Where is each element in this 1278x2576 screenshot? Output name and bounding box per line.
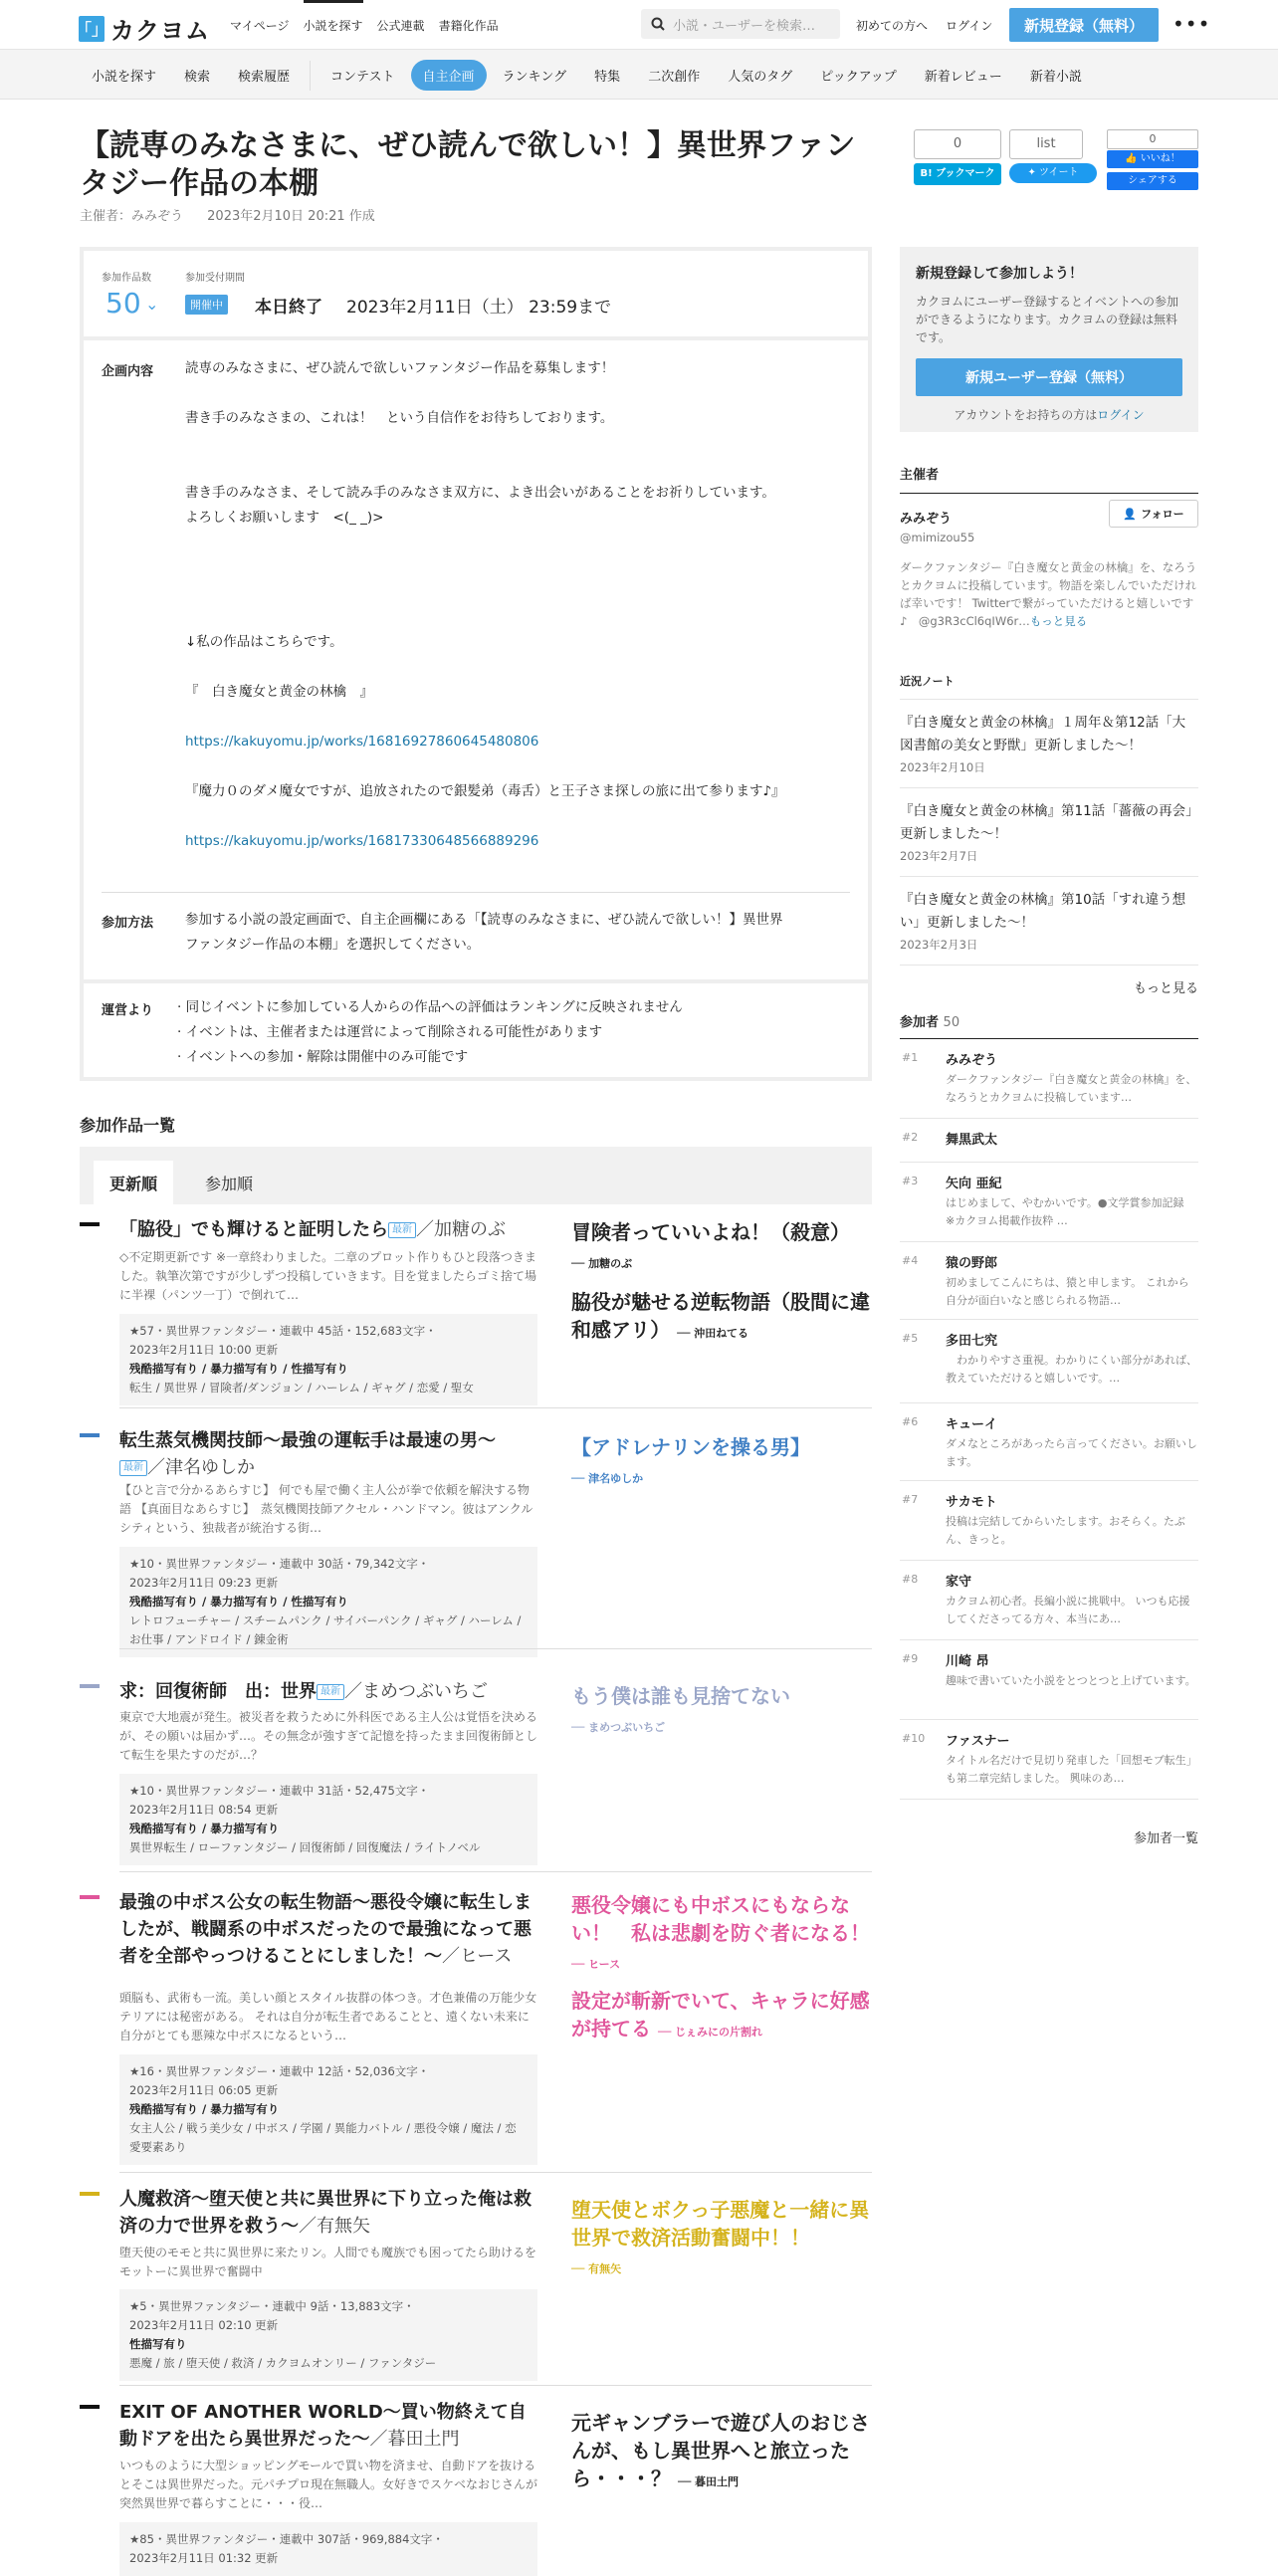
signup-login-link[interactable]: ログイン [1097, 408, 1145, 422]
content-line: よろしくお願いします <(_ _)> [185, 510, 384, 526]
tweet-widget[interactable] [1009, 129, 1097, 183]
participant-item[interactable]: #5 多田七究 わかりやすさ重視。わかりにくい部分があれば、教えていただけると嬉しいです。… [900, 1320, 1198, 1403]
works-tabs [80, 1147, 872, 1204]
signup-title: 新規登録して参加しよう！ [916, 266, 1083, 282]
work-tags[interactable]: レトロフューチャー / スチームパンク / サイバーパンク / ギャグ / ハーレム / お仕事 / アンドロイド / 錬金術 [129, 1613, 522, 1646]
event-stats [84, 251, 868, 340]
hatena-bookmark[interactable] [914, 129, 1001, 185]
sub-nav [0, 50, 1278, 100]
follow-label: フォロー [1141, 508, 1184, 521]
catch-author: ── 津名ゆしか [571, 1472, 644, 1485]
rules-list [177, 995, 683, 1070]
work-meta [119, 1314, 537, 1405]
participant-item[interactable]: #4 猿の野郎 初めましてこんにちは、猿と申します。 これから自分が面白いなと感じられる物語… [900, 1242, 1198, 1320]
notes-section [900, 673, 1198, 996]
work-warnings: 残酷描写有り / 暴力描写有り / 性描写有り [129, 1595, 348, 1609]
divider [102, 892, 850, 893]
signup-button[interactable]: 新規ユーザー登録（無料） [916, 358, 1182, 396]
section-divider [84, 979, 868, 983]
host-bio: ダークファンタジー『白き魔女と黄金の林檎』を、なろうとカクヨムに投稿しています。物語を楽しんでいただければ幸いです！ Twitterで繋がっていただけると嬉しいです♪ @g3R3cCl6qIW6r…もっと見る [900, 560, 1197, 628]
method-label: 参加方法 [102, 916, 154, 931]
signup-text: カクヨムにユーザー登録するとイベントへの参加ができるようになります。カクヨムの登録は無料です。 [916, 295, 1179, 344]
work-title[interactable]: EXIT OF ANOTHER WORLD～買い物終えて自動ドアを出たら異世界だった～／暮田土門 [119, 2402, 527, 2450]
list-box: list [1009, 129, 1083, 159]
follow-button[interactable] [1109, 500, 1198, 528]
subnav-popular-tags[interactable]: 人気のタグ [728, 70, 793, 85]
work-updated: 2023年2月11日 01:32 更新 [129, 2551, 279, 2565]
fb-share-button[interactable]: シェアする [1107, 172, 1198, 190]
work-updated: 2023年2月11日 06:05 更新 [129, 2083, 279, 2097]
like-count: 0 [1107, 129, 1198, 149]
nav-official-serial[interactable]: 公式連載 [376, 19, 425, 33]
signup-panel [900, 247, 1198, 432]
review-author: ── 沖田ねてる [677, 1327, 748, 1340]
participants-heading: 参加者 50 [900, 1011, 1198, 1039]
participant-item[interactable]: #10 ファスナー タイトル名だけで見切り発車した「回想モブ転生」も第二章完結しました。 興味のあ… [900, 1720, 1198, 1800]
work-tags[interactable]: 異世界転生 / ローファンタジー / 回復術師 / 回復魔法 / ライトノベル [129, 1840, 481, 1854]
work-description: 堕天使のモモと共に異世界に来たリン。人間でも魔族でも困ってたら助けるをモットーに異世界で奮闘中 [119, 2246, 537, 2278]
work-color-bar [80, 1895, 100, 1899]
divider [119, 2172, 872, 2173]
count-label: 参加作品数 [102, 273, 151, 284]
work-item [80, 2186, 872, 2375]
work-link[interactable]: https://kakuyomu.jp/works/16816927860645480806 [185, 734, 539, 750]
work-title[interactable]: 「脇役」でも輝けると証明したら 最新 ／加糖のぶ [119, 1219, 506, 1240]
search-icon [651, 17, 665, 31]
participant-item[interactable]: #6 キューイ ダメなところがあったら言ってください。お願いします。 [900, 1403, 1198, 1481]
work-item [80, 2399, 872, 2565]
content-line: 『魔力０のダメ魔女ですが、追放されたので銀髪弟（毒舌）と王子さま探しの旅に出て参ります♪』 [185, 783, 785, 799]
work-title[interactable]: 転生蒸気機関技師～最強の運転手は最速の男～ 最新 ／津名ゆしか [119, 1430, 496, 1478]
catch-author: ── 暮田土門 [677, 2475, 740, 2488]
work-updated: 2023年2月11日 10:00 更新 [129, 1343, 279, 1357]
content-line: 書き手のみなさまの、これは！ という自信作をお待ちしております。 [185, 410, 614, 426]
created-date: 2023年2月10日 20:21 作成 [207, 209, 375, 224]
tweet-label: ツイート [1039, 167, 1079, 178]
participant-item[interactable]: #9 川崎 昂 趣味で書いていた小説をとつとつと上げています。 [900, 1640, 1198, 1720]
note-date: 2023年2月3日 [900, 938, 978, 952]
divider [119, 2385, 872, 2386]
logo[interactable] [76, 11, 210, 46]
rules-label: 運営より [102, 1003, 154, 1018]
subnav-features[interactable]: 特集 [594, 70, 621, 85]
work-item [80, 1889, 872, 2154]
work-description: いつものように大型ショッピングモールで買い物を済ませ、自動ドアを抜けるとそこは異世界だった。元パチプロ現在無職人。女好きでスケベなおじさんが突然異世界で暮らすことに・・・役… [119, 2459, 538, 2510]
work-warnings: 残酷描写有り / 暴力描写有り [129, 2102, 280, 2116]
bird-icon: ✦ [1027, 167, 1040, 178]
count-value[interactable]: 50 [106, 287, 141, 320]
work-color-bar [80, 1433, 100, 1437]
catch-author: ── 有無矢 [571, 2262, 622, 2275]
note-date: 2023年2月7日 [900, 849, 978, 863]
all-participants-link[interactable]: 参加者一覧 [1133, 1831, 1198, 1846]
work-meta [119, 1774, 537, 1865]
rule-item: · イベントへの参加・解除は開催中のみ可能です [177, 1049, 469, 1065]
work-catchphrase: 悪役令嬢にも中ボスにもならない！ 私は悲劇を防ぐ者になる！ ── ヒース [571, 1893, 870, 1971]
divider [119, 1871, 872, 1872]
participant-item[interactable]: #1 みみぞう ダークファンタジー『白き魔女と黄金の林檎』を、なろうとカクヨムに投稿しています… [900, 1039, 1198, 1119]
work-stats: ★85・異世界ファンタジー・連載中 307話・969,884文字・ [129, 2532, 444, 2546]
work-description: ◇不定期更新です ※一章終わりました。二章のプロット作りもひと段落つきました。執筆次第ですが少しずつ投稿していきます。目を覚ましたらゴミ捨て場に半裸（パンツ一丁）で倒れて… [119, 1250, 537, 1302]
work-item [80, 1216, 872, 1397]
participant-item[interactable]: #2 舞黒武太 [900, 1119, 1198, 1163]
work-title[interactable]: 最強の中ボス公女の転生物語～悪役令嬢に転生しましたが、戦闘系の中ボスだったので最強になって悪者を全部やっつけることにしました！～／ヒース [119, 1892, 532, 1967]
note-title: 『白き魔女と黄金の林檎』１周年＆第12話「大図書館の美女と野獣」更新しました～！ [900, 715, 1186, 753]
work-tags[interactable]: 女主人公 / 戦う美少女 / 中ボス / 学園 / 異能力バトル / 悪役令嬢 / 魔法 / 恋愛要素あり [129, 2121, 517, 2154]
work-updated: 2023年2月11日 09:23 更新 [129, 1576, 279, 1590]
work-title[interactable]: 求：回復術師 出：世界 最新 ／まめつぶいちご [119, 1681, 488, 1702]
host-id: @mimizou55 [900, 531, 975, 544]
participant-item[interactable]: #7 サカモト 投稿は完結してからいたします。おそらく。たぶん、きっと。 [900, 1481, 1198, 1561]
content-line: 『 白き魔女と黄金の林檎 』 [185, 684, 373, 700]
search-box[interactable] [641, 9, 840, 39]
bio-more-link[interactable]: もっと見る [1029, 614, 1088, 628]
signup-login-text: アカウントをお持ちの方はログイン [954, 408, 1145, 422]
page-meta [80, 205, 375, 224]
work-tags[interactable]: 悪魔 / 旅 / 堕天使 / 救済 / カクヨムオンリー / ファンタジー [129, 2356, 437, 2370]
content-line: 読専のみなさまに、ぜひ読んで欲しいファンタジー作品を募集します！ [185, 360, 615, 376]
work-color-bar [80, 1222, 100, 1226]
host-label[interactable]: 主催者：みみぞう [80, 209, 184, 224]
work-meta [119, 1547, 537, 1657]
tweet-button[interactable] [1009, 163, 1097, 183]
add-user-icon: 👤 [1123, 507, 1138, 521]
notes-heading: 近況ノート [900, 673, 1198, 700]
participants-count: 50 [943, 1015, 960, 1030]
content-line: ↓私の作品はこちらです。 [185, 634, 343, 650]
work-warnings: 残酷描写有り / 暴力描写有り / 性描写有り [129, 1362, 348, 1376]
global-nav [230, 17, 499, 44]
note-title: 『白き魔女と黄金の林檎』第10話「すれ違う想い」更新しました～！ [900, 892, 1186, 931]
work-tags[interactable]: 転生 / 異世界 / 冒険者/ダンジョン / ハーレム / ギャグ / 恋愛 / 聖女 [129, 1381, 474, 1395]
work-meta [119, 2522, 537, 2576]
subnav-pickup[interactable]: ピックアップ [820, 70, 897, 85]
participant-item[interactable]: #3 矢向 亜紀 はじめまして、やむかいです。●文学賞参加記録 ※カクヨム掲載作抜粋 … [900, 1163, 1198, 1242]
nav-mypage[interactable]: マイページ [230, 19, 290, 33]
work-meta [119, 2289, 537, 2381]
work-link[interactable]: https://kakuyomu.jp/works/16817330648566889296 [185, 833, 539, 849]
logo-text: カクヨム [110, 17, 210, 45]
notes-more-link[interactable]: もっと見る [1133, 981, 1198, 996]
catch-author: ── 加糖のぶ [571, 1257, 633, 1270]
subnav-user-events[interactable]: 自主企画 [411, 60, 487, 91]
global-header [0, 0, 1278, 50]
divider [119, 1407, 872, 1408]
method-line: 参加する小説の設定画面で、自主企画欄にある「【読専のみなさまに、ぜひ読んで欲しい！】異世界 [185, 912, 783, 928]
divider [119, 1648, 872, 1649]
nav-published-works[interactable]: 書籍化作品 [438, 19, 499, 33]
logo-mark: 「」 [79, 16, 105, 42]
like-label: いいね！ [1140, 153, 1180, 164]
subnav-fanfic[interactable]: 二次創作 [648, 70, 701, 85]
bookmark-button[interactable]: B! ブックマーク [914, 163, 1001, 185]
login-link[interactable]: ログイン [946, 19, 993, 33]
first-time-link[interactable]: 初めての方へ [856, 19, 929, 33]
search-placeholder: 小説・ユーザーを検索… [673, 18, 816, 34]
work-color-bar [80, 1684, 100, 1688]
work-color-bar [80, 2405, 100, 2409]
subnav-find[interactable]: 小説を探す [92, 70, 157, 85]
chevron-down-icon[interactable]: ⌄ [145, 295, 159, 314]
work-description: 頭脳も、武術も一流。美しい顔とスタイル抜群の体つき。才色兼備の万能少女テリアには秘密がある。 それは自分が転生者であることと、遠くない未来に自分がとても悪辣な中ボスになるという… [119, 1991, 537, 2042]
subnav-new-reviews[interactable]: 新着レビュー [924, 70, 1002, 85]
work-description: 【ひと言で分かるあらすじ】 何でも屋で働く主人公が拳で依頼を解決する物語 【真面目なあらすじ】 蒸気機関技師アクセル・ハンドマン。彼はアンクルシティという、独裁者が統治する街… [119, 1483, 533, 1535]
tab-updated[interactable]: 更新順 [94, 1161, 173, 1204]
subnav-history[interactable]: 検索履歴 [238, 70, 291, 85]
rule-item: · 同じイベントに参加している人からの作品への評価はランキングに反映されません [177, 999, 683, 1015]
thumbs-up-icon: 👍 [1125, 153, 1141, 164]
work-title[interactable]: 人魔救済～堕天使と共に異世界に下り立った俺は救済の力で世界を救う～／有無矢 [119, 2189, 532, 2237]
work-catchphrase: 冒険者っていいよね！（殺意） ── 加糖のぶ [571, 1220, 850, 1270]
review-author: ── じぇみにの片割れ [657, 2026, 763, 2039]
more-menu-icon[interactable]: ••• [1172, 12, 1211, 36]
catch-author: ── まめつぶいちご [571, 1721, 666, 1734]
work-catchphrase: 堕天使とボクっ子悪魔と一緒に異世界で救済活動奮闘中！！ ── 有無矢 [571, 2198, 870, 2275]
content-body [185, 356, 842, 854]
work-catchphrase: 【アドレナリンを操る男】 ── 津名ゆしか [571, 1435, 810, 1485]
work-warnings: 残酷描写有り / 暴力描写有り [129, 1822, 280, 1835]
period-label: 参加受付期間 [185, 273, 245, 284]
work-updated: 2023年2月11日 02:10 更新 [129, 2318, 279, 2332]
ends-at: 2023年2月11日（土） 23:59まで [346, 298, 612, 318]
work-description: 東京で大地震が発生。被災者を救うために外科医である主人公は覚悟を決めるが、その願いは届かず…。その無念が強すぎて記憶を持ったまま回復術師として転生を果たすのだが…？ [119, 1710, 538, 1762]
subnav-ranking[interactable]: ランキング [502, 70, 567, 85]
register-button[interactable]: 新規登録（無料） [1009, 8, 1159, 42]
work-updated: 2023年2月11日 08:54 更新 [129, 1803, 279, 1817]
method-body [185, 908, 842, 958]
method-line: ファンタジー作品の本棚」を選択してください。 [185, 937, 481, 953]
note-date: 2023年2月10日 [900, 760, 985, 774]
facebook-widget[interactable] [1107, 129, 1198, 190]
status-badge: 開催中 [185, 295, 228, 315]
work-warnings: 性描写有り [129, 2337, 187, 2351]
ends-today: 本日終了 [255, 298, 322, 318]
work-stats: ★16・異世界ファンタジー・連載中 12話・52,036文字・ [129, 2064, 430, 2078]
tab-joined[interactable]: 参加順 [205, 1174, 254, 1193]
work-meta [119, 2054, 537, 2165]
review-catchphrase[interactable]: 脇役が魅せる逆転物語（股間に違和感アリ） ── 沖田ねてる [571, 1290, 870, 1342]
page-title: 【読専のみなさまに、ぜひ読んで欲しい！】異世界ファンタジー作品の本棚 [80, 128, 856, 201]
bookmark-count: 0 [914, 129, 1001, 159]
subnav-new-novels[interactable]: 新着小説 [1029, 70, 1082, 85]
subnav-divider [310, 61, 311, 91]
content-label: 企画内容 [102, 364, 154, 379]
rule-item: · イベントは、主催者または運営によって削除される可能性があります [177, 1024, 603, 1040]
work-catchphrase: 元ギャンブラーで遊び人のおじさんが、もし異世界へと旅立ったら・・・？ ── 暮田土門 [571, 2411, 870, 2490]
like-button[interactable] [1107, 150, 1198, 168]
work-stats: ★57・異世界ファンタジー・連載中 45話・152,683文字・ [129, 1324, 437, 1338]
content-line: 書き手のみなさま、そして読み手のみなさま双方に、よき出会いがあることをお祈りしています。 [185, 485, 775, 501]
note-title: 『白き魔女と黄金の林檎』第11話「薔薇の再会」更新しました～！ [900, 803, 1192, 842]
nav-find-novels[interactable]: 小説を探す [304, 17, 363, 44]
note-item[interactable] [900, 788, 1198, 877]
note-item[interactable] [900, 700, 1198, 788]
work-item [80, 1678, 872, 1854]
host-section [900, 464, 1198, 630]
work-item [80, 1427, 872, 1646]
catch-author: ── ヒース [571, 1958, 621, 1971]
host-name[interactable]: みみぞう [900, 512, 953, 527]
work-stats: ★10・異世界ファンタジー・連載中 30話・79,342文字・ [129, 1557, 430, 1571]
work-stats: ★5・異世界ファンタジー・連載中 9話・13,883文字・ [129, 2299, 415, 2313]
work-color-bar [80, 2192, 100, 2196]
host-heading: 主催者 [900, 464, 1198, 494]
work-catchphrase: もう僕は誰も見捨てない ── まめつぶいちご [571, 1684, 790, 1734]
work-stats: ★10・異世界ファンタジー・連載中 31話・52,475文字・ [129, 1784, 430, 1798]
subnav-search[interactable]: 検索 [184, 70, 211, 85]
note-item[interactable] [900, 877, 1198, 966]
review-catchphrase[interactable]: 設定が斬新でいて、キャラに好感が持てる ── じぇみにの片割れ [571, 1989, 870, 2040]
event-card [80, 247, 872, 1081]
works-list-heading: 参加作品一覧 [80, 1116, 176, 1135]
subnav-contest[interactable]: コンテスト [330, 70, 395, 85]
participant-item[interactable]: #8 家守 カクヨム初心者。長編小説に挑戦中。 いつも応援してくださってる方々、本当にあ… [900, 1561, 1198, 1640]
